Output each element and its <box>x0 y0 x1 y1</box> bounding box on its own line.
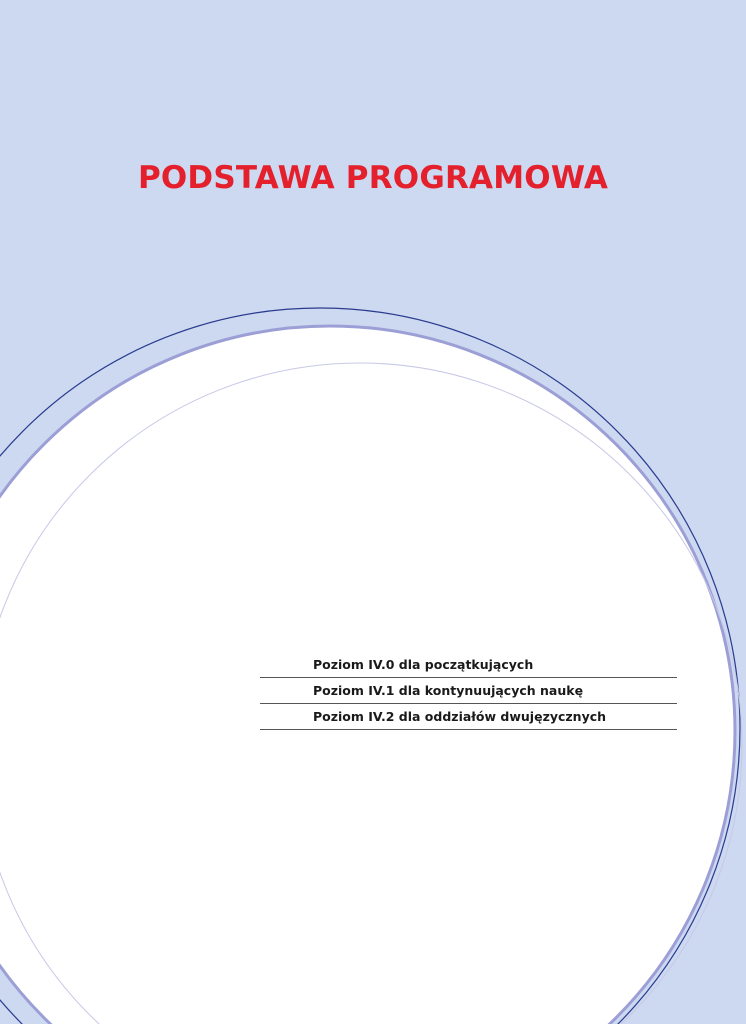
page-title: PODSTAWA PROGRAMOWA <box>137 160 609 196</box>
level-list <box>260 652 677 730</box>
level-item: Poziom IV.1 dla kontynuujących naukę <box>260 678 677 704</box>
level-item: Poziom IV.0 dla początkujących <box>260 652 677 678</box>
level-item: Poziom IV.2 dla oddziałów dwujęzycznych <box>260 704 677 730</box>
